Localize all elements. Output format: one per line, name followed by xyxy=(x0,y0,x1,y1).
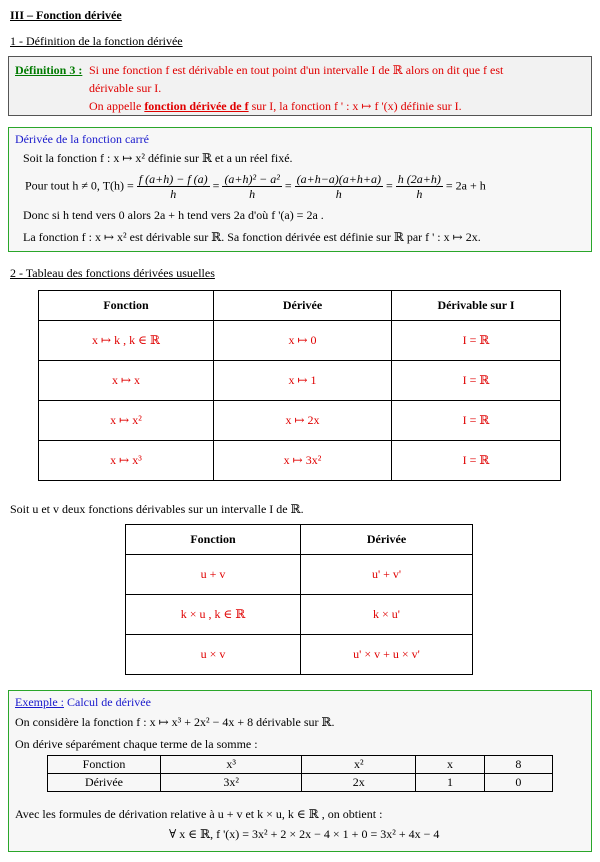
rate-result: = 2a + h xyxy=(445,178,486,193)
header-fonction: Fonction xyxy=(126,525,301,555)
table-cell: I = ℝ xyxy=(392,361,561,401)
table-cell: x ↦ x³ xyxy=(39,441,214,481)
table-cell: x ↦ x² xyxy=(39,401,214,441)
example-result: ∀ x ∈ ℝ, f '(x) = 3x² + 2 × 2x − 4 × 1 + 0 = 3x² + 4x − 4 xyxy=(169,827,440,841)
table-cell: x² xyxy=(302,756,416,774)
header-derivable: Dérivable sur I xyxy=(392,291,561,321)
table-cell: x ↦ 3x² xyxy=(214,441,392,481)
example-line1: On considère la fonction f : x ↦ x³ + 2x² − 4x + 8 dérivable sur ℝ. xyxy=(15,715,335,729)
definition-line3 xyxy=(89,99,462,114)
example-heading xyxy=(15,695,151,710)
example-line3: Avec les formules de dérivation relative à u + v et k × u, k ∈ ℝ , on obtient : xyxy=(15,807,383,821)
table-cell: Fonction xyxy=(48,756,161,774)
example-label: Exemple : xyxy=(15,695,64,709)
table-cell: x ↦ x xyxy=(39,361,214,401)
table-cell: 8 xyxy=(484,756,552,774)
table-cell: x xyxy=(416,756,484,774)
example-line2: On dérive séparément chaque terme de la somme : xyxy=(15,737,258,751)
section-title: III – Fonction dérivée xyxy=(10,8,122,22)
table-cell: Dérivée xyxy=(48,774,161,792)
carre-rate-equation: Pour tout h ≠ 0, T(h) = $\frac{f (a+h) - f (a)}{h}$ = $\frac{\text{(a+h)² − a²}}{h}$ = $\frac{(a+h-a)(a+h+a)}{h}$ = $\frac{h (2a+h)}{h}$ = 2a + h xyxy=(25,172,486,201)
fraction-4 xyxy=(396,172,443,201)
fraction-4-den: h xyxy=(416,187,423,201)
carre-title: Dérivée de la fonction carré xyxy=(15,132,149,146)
table-cell: u + v xyxy=(126,555,301,595)
table-row xyxy=(48,756,553,774)
table-row xyxy=(39,321,561,361)
table-cell: I = ℝ xyxy=(392,321,561,361)
definition-line2: dérivable sur I. xyxy=(89,81,162,95)
table-cell: 1 xyxy=(416,774,484,792)
table-cell: k × u' xyxy=(301,595,473,635)
table-cell: 2x xyxy=(302,774,416,792)
subsection-title-table: 2 - Tableau des fonctions dérivées usuelles xyxy=(10,266,215,280)
table-cell: u' × v + u × v' xyxy=(301,635,473,675)
header-derivee: Dérivée xyxy=(301,525,473,555)
table-cell: x³ xyxy=(161,756,302,774)
fraction-3-num: (a+h−a)(a+h+a) xyxy=(296,172,381,186)
definition-line1: Si une fonction f est dérivable en tout point d'un intervalle I de ℝ alors on dit que f est xyxy=(89,63,504,77)
carre-line4: La fonction f : x ↦ x² est dérivable sur ℝ. Sa fonction dérivée est définie sur ℝ par f ' : x ↦ 2x. xyxy=(23,230,481,244)
carre-box xyxy=(8,127,592,252)
table-row xyxy=(126,595,473,635)
table-row xyxy=(48,774,553,792)
table-row xyxy=(39,441,561,481)
fraction-3-den: h xyxy=(335,187,342,201)
table-cell: k × u , k ∈ ℝ xyxy=(126,595,301,635)
table-row xyxy=(126,555,473,595)
table-cell: u' + v' xyxy=(301,555,473,595)
fraction-1-den: h xyxy=(170,187,177,201)
fraction-3 xyxy=(295,172,383,201)
rate-prefix: Pour tout h ≠ 0, T(h) = xyxy=(25,178,137,193)
header-fonction: Fonction xyxy=(39,291,214,321)
example-box xyxy=(8,690,592,852)
carre-line3: Donc si h tend vers 0 alors 2a + h tend vers 2a d'où f '(a) = 2a . xyxy=(23,208,324,222)
table-cell: u × v xyxy=(126,635,301,675)
definition-line3-pre: On appelle xyxy=(89,99,145,113)
fraction-2-num: (a+h)² − a² xyxy=(224,172,280,186)
table-cell: x ↦ 2x xyxy=(214,401,392,441)
definition-label: Définition 3 : xyxy=(15,63,83,77)
definition-box xyxy=(8,56,592,116)
table-cell: x ↦ 0 xyxy=(214,321,392,361)
soit-uv-text: Soit u et v deux fonctions dérivables sur un intervalle I de ℝ. xyxy=(10,502,304,516)
table-cell: I = ℝ xyxy=(392,441,561,481)
derivatives-table xyxy=(38,290,561,481)
fraction-4-num: h (2a+h) xyxy=(397,172,441,186)
header-derivee: Dérivée xyxy=(214,291,392,321)
table-cell: 0 xyxy=(484,774,552,792)
table-row xyxy=(39,401,561,441)
carre-line1: Soit la fonction f : x ↦ x² définie sur ℝ et a un réel fixé. xyxy=(23,151,293,165)
table-cell: x ↦ 1 xyxy=(214,361,392,401)
example-title: Calcul de dérivée xyxy=(63,695,151,709)
table-cell: I = ℝ xyxy=(392,401,561,441)
table-cell: 3x² xyxy=(161,774,302,792)
table-row xyxy=(126,635,473,675)
fraction-1 xyxy=(137,172,210,201)
operations-table xyxy=(125,524,473,675)
table-cell: x ↦ k , k ∈ ℝ xyxy=(39,321,214,361)
fraction-2 xyxy=(222,172,281,201)
table-row xyxy=(39,361,561,401)
subsection-title-definition: 1 - Définition de la fonction dérivée xyxy=(10,34,183,48)
fraction-1-num: f (a+h) − f (a) xyxy=(138,172,208,186)
example-table xyxy=(47,755,553,792)
table-header-row xyxy=(126,525,473,555)
table-header-row xyxy=(39,291,561,321)
fraction-2-den: h xyxy=(249,187,256,201)
definition-line3-post: sur I, la fonction f ' : x ↦ f '(x) définie sur I. xyxy=(248,99,462,113)
definition-term: fonction dérivée de f xyxy=(144,99,249,113)
